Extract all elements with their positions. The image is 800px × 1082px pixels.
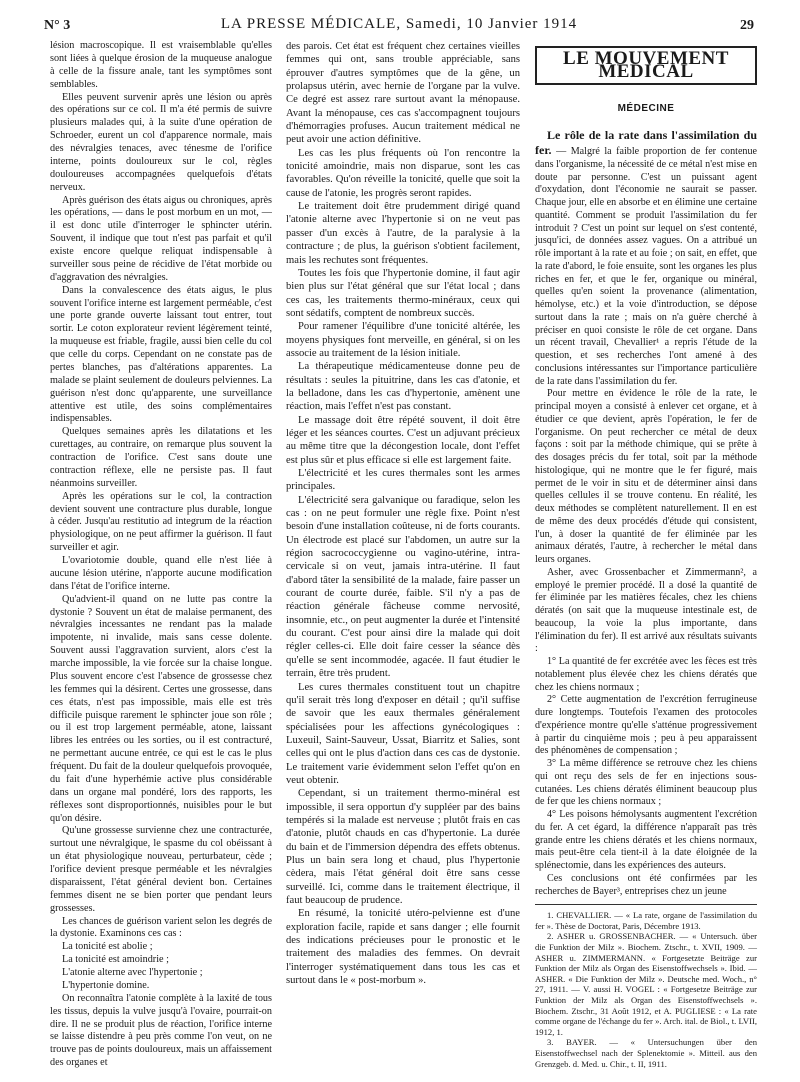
paragraph: des parois. Cet état est fréquent chez certaines vieilles femmes qui ont, sans trouble appréciable, sans éprouver d'autres symptômes que de la gêne, un prolapsus utérin, avec hernie de l'organe par la vulve. Ce degré est assez rare surtout avant la ménopause. Avant la ménopause, ces cas s'accompagnent toujours d'hémorragies profuses. Aucun traitement médical ne peut avoir une action définitive. bbox=[286, 41, 520, 146]
list-item: 2° Cette augmentation de l'excrétion ferrugineuse dure longtemps. Toutefois l'examen des protocoles d'expérience montre qu'elle s'atténue progressivement à partir du cinquième mois ; peu à peu apparaissent des phénomènes de compensation ; bbox=[535, 694, 757, 757]
footnote: 2. ASHER u. GROSSENBACHER. — « Untersuch. über die Funktion der Milz ». Biochem. Ztschr., t. XVII, 1909. — ASHER u. ZIMMERMANN. « Fortgesetzte Beiträge zur Funktion der Milz als Organ des Eisenstoffwechsels ». Ibid. — ASHER. « Die Funktion der Milz ». Deutsche med. Woch., n° 27, 1911. — V. aussi H. VOGEL : « Fortgesetze Beiträge zur Funktion der Milz als Organ des Eisenstoffwechsels ». Biochem. Ztschr., 31 Août 1912, et A. PUGLIESE : « La rate comme organe de l'échange du fer ». Arch. ital. de Biol., t. LVII, 1912, 1. bbox=[535, 931, 757, 1037]
footnote-divider bbox=[535, 904, 757, 905]
page-number: 29 bbox=[740, 18, 754, 33]
paragraph: Le traitement doit être prudemment dirigé quand l'atonie alterne avec l'hypertonie si on ne veut pas passer d'un excès à l'autre, de la paralysie à la contracture ; de plus, la guérison s'obtient facilement, mais les rechutes sont fréquentes. bbox=[286, 201, 520, 266]
column-right bbox=[535, 40, 757, 1069]
paragraph: L'électricité sera galvanique ou faradique, selon les cas : on ne peut formuler une règle fixe. Point n'est besoin d'une installation coûteuse, ni de forts courants. Un électrode est placé sur l'abdomen, un autre sur la région sacrococcygienne ou vagino-utérine, intra-cervicale si on veut, jamais intra-utérine. Il faut d'abord tâter la sensibilité de la malade, faire passer un courant de courte durée, faible. S'il n'y a pas de réaction générale fâcheuse comme nervosité, insomnie, etc., on peut augmenter la durée et l'intensité du courant. C'est pour ainsi dire la malade qui doit régler celles-ci. Elle doit faire cesser la séance dès qu'elle se sent incommodée, agacée. Il faut étudier le terrain, être très prudent. bbox=[286, 494, 520, 680]
list-item: 3° La même différence se retrouve chez les chiens qui ont reçu des sels de fer en injections sous-cutanées. Les chiens dératés éliminent beaucoup plus de fer que les chiens normaux ; bbox=[535, 758, 757, 808]
paragraph: Elles peuvent survenir après une lésion ou après des opérations sur ce col. Il m'a été permis de suivre plusieurs malades qui, à la suite d'une opération de Schroeder, eurent un col d'apparence normale, mais des névralgies tenaces, avec ténesme de l'orifice interne, points douloureux sur le col, règles douloureuses accompagnées quelquefois d'états nerveux. bbox=[50, 91, 272, 193]
paragraph: Quelques semaines après les dilatations et les curettages, au contraire, on remarque plus souvent la contraction de l'orifice. C'est sans doute une contraction réflexe, elle ne persiste pas. Il faut néanmoins surveiller. bbox=[50, 426, 272, 489]
issue-number: N° 3 bbox=[44, 18, 71, 33]
article-title: Le rôle de la rate dans l'assimilation du fer. bbox=[535, 128, 757, 157]
paragraph: lésion macroscopique. Il est vraisemblable qu'elles sont liées à quelque érosion de la muqueuse analogue à celle de la fissure anale, tant les symptômes sont semblables. bbox=[50, 40, 272, 90]
paragraph: Ces conclusions ont été confirmées par les recherches de Bayer³, entreprises chez un jeune bbox=[535, 872, 757, 897]
paragraph: Les cures thermales constituent tout un chapitre qu'il serait très long d'exposer en détail ; qu'il suffise de savoir que les eaux thermales généralement spécialisées pour les affections gynécologiques : Luxeuil, Saint-Sauveur, Ussat, Biarritz et Salies, sont celles qui ont le plus d'action dans ces cas de dystonie. Le traitement varie évidemment selon l'effet qu'on en veut obtenir. bbox=[286, 681, 520, 786]
footnote: 3. BAYER. — « Untersuchungen über den Eisenstoffwechsel nach der Splenektomie ». Mitteil. aus den Grenzgeb. d. Med. u. Chir., t. II, 1911. bbox=[535, 1037, 757, 1069]
list-item: 1° La quantité de fer excrétée avec les fèces est très notablement plus élevée chez les chiens dératés que chez les chiens normaux ; bbox=[535, 656, 757, 693]
paragraph: Qu'une grossesse survienne chez une contracturée, surtout une névralgique, le spasme du col obéissant à un état physiologique nouveau, perturbateur, cède ; l'orifice devient presque perméable et les névralgies disparaissent, l'état général devient bon. Certaines femmes disent ne se bien porter que pendant leurs grossesses. bbox=[50, 825, 272, 914]
paragraph: En résumé, la tonicité utéro-pelvienne est d'une exploration facile, rapide et sans danger ; elle fournit des indications précieuses pour le pronostic et le traitement des maladies des femmes. On devrait l'interroger systématiquement dans tous les cas et surtout dans le « post-morbum ». bbox=[286, 908, 520, 987]
list-item: La tonicité est amoindrie ; bbox=[62, 954, 169, 966]
column-left bbox=[50, 40, 272, 1070]
article-lead: — Malgré la faible proportion de fer contenue dans l'organisme, la nécessité de ce métal n'est mise en doute par personne. C'est un puissant agent d'oxydation, dont l'économie ne saurait se passer. Chaque jour, elle en absorbe et en élimine une certaine quantité. Comment se produit l'assimilation du fer introduit ? C'est un point sur lequel on s'est contenté, jusqu'ici, de données assez vagues. On a attribué un rôle important à la rate et au foie ; on sait, en effet, que la rate d'abord, le foie ensuite, sont les organes les plus riches en fer, et que le fer, organique ou minéral, quelles qu'en soient la provenance (alimentation, hémolyse, etc.) et la voie d'introduction, se dépose surtout dans la rate ; mais on n'a guère cherché à préciser en quoi consiste le rôle de cet organe. Dans un récent travail, Chevallier¹ a repris l'étude de la question, et ses recherches l'ont amené à des conclusions intéressantes sur l'importance particulière de la rate dans l'assimilation du fer. bbox=[535, 146, 757, 387]
section-banner: LE MOUVEMENT MÉDICAL bbox=[535, 46, 757, 85]
list-item: 4° Les poisons hémolysants augmentent l'excrétion du fer. A cet égard, la différence n'apparaît pas très grande entre les chiens dératés et les chiens normaux, mais peut-être cela tient-il à la date éloignée de la splénectomie, dans les expériences des auteurs. bbox=[535, 809, 757, 871]
journal-title: LA PRESSE MÉDICALE, Samedi, 10 Janvier 1914 bbox=[220, 16, 578, 32]
paragraph: Dans la convalescence des états aigus, le plus souvent l'orifice interne est largement perméable, c'est une porte grande ouverte laissant tout entrer, tout sortir. Le coton explorateur revient légèrement teinté, la muqueuse est friable, fragile, aussi bien celle du col que celle du corps. Cependant on ne constate pas de pertes blanches, pas d'altérations apparentes. La malade se plaint seulement de douleurs pelviennes. La guérison n'est donc qu'apparente, une surveillance attentive est utile, des soins complémentaires indispensables. bbox=[50, 284, 272, 425]
paragraph: Pour ramener l'équilibre d'une tonicité altérée, les moyens physiques font merveille, en général, si on les associe au traitement de la lésion initiale. bbox=[286, 321, 520, 359]
paragraph: Qu'advient-il quand on ne lutte pas contre la dystonie ? Souvent un état de malaise permanent, des névralgies incessantes ne rendant pas la malade impotente, ni invalide, mais sans cesse dolente. Souvent aussi l'aggravation survient, alors c'est la marche impossible, la vie forcée sur la chaise longue. Plus souvent encore c'est l'absence de grossesse chez les femmes qui la désirent. Certes une grossesse, dans ces états, n'est pas impossible, mais elle est très difficile puisque rarement le sphincter joue son rôle ; ou il est trop largement perméable, atone, laissant libres les entrées ou les sorties, ou il est contracturé, ne permettant aucune entrée, ce qui est le cas le plus fréquent. Du fait de la douleur quelquefois provoquée, du fait d'une hyperhémie active plus considérable dans un organe mal pondéré, lors des rapports, les réflexes sont disproportionnés, nuisibles pour le but qu'on désire. bbox=[50, 593, 272, 824]
list-item: L'atonie alterne avec l'hypertonie ; bbox=[62, 967, 203, 978]
paragraph: On reconnaîtra l'atonie complète à la laxité de tous les tissus, depuis la vulve jusqu'à l'ovaire, pourrait-on dire. Il ne se produit plus de réaction, l'orifice interne se laisse distendre à peu près comme l'on veut, on ne trouve pas de points douloureux, mais un affaissement des organes et bbox=[50, 992, 272, 1069]
paragraph: Pour mettre en évidence le rôle de la rate, le principal moyen a consisté à enlever cet organe, et à étudier ce que devient, après l'opération, le fer de l'organisme. On peut rechercher ce métal de deux façons : soit par la méthode chimique, qui se prête à des dosages précis du fer total, soit par la méthode histologique, qui ne montre que le fer figuré, mais permet de le voir in situ et de déterminer ainsi dans quelles cellules il se trouve contenu. En réalité, les deux méthodes se complètent naturellement. Il en est de même des deux procédés d'étude qui consistent, l'un, à doser la quantité de fer éliminée par les animaux dératés, l'autre, à rechercher le métal dans leurs organes. bbox=[535, 388, 757, 565]
running-header bbox=[44, 14, 754, 36]
paragraph: L'électricité et les cures thermales sont les armes principales. bbox=[286, 468, 520, 493]
paragraph: L'ovariotomie double, quand elle n'est liée à aucune lésion utérine, n'apporte aucune modification dans l'état de l'orifice interne. bbox=[50, 555, 272, 592]
paragraph: La thérapeutique médicamenteuse donne peu de résultats : seules la pituitrine, dans les cas d'atonie, et la belladone, dans les cas d'hypertonie, amènent une réaction, mais l'effet n'est pas constant. bbox=[286, 361, 520, 413]
list-item: L'hypertonie domine. bbox=[62, 979, 150, 991]
paragraph: Après les opérations sur le col, la contraction devient souvent une contracture plus durable, longue à céder. Jusqu'au restitutio ad integrum de la réaction physiologique, on ne peut affirmer la guérison. Il faut surveiller et agir. bbox=[50, 490, 272, 554]
section-subheading: MÉDECINE bbox=[617, 102, 675, 114]
paragraph: Cependant, si un traitement thermo-minéral est impossible, il sera opportun d'y suppléer par des bains tempérés si la malade est nerveuse ; plutôt frais en cas d'atonie, plutôt chauds en cas d'hypertonie. La durée du bain et de l'immersion dépendra des effets obtenus. Plus un bain sera long et chaud, plus l'hypertonie cèdera, mais l'état général doit être sans cesse surveillé. Ici, comme dans le traitement électrique, il faut beaucoup de prudence. bbox=[286, 788, 520, 906]
paragraph: Toutes les fois que l'hypertonie domine, il faut agir bien plus sur l'état général que sur l'état local ; dans ces cas, les traitements thermo-minéraux, ceux qui sont sédatifs, comptent de nombreux succès. bbox=[286, 267, 520, 319]
paragraph: Après guérison des états aigus ou chroniques, après les opérations, — dans le post morbum en un mot, — il est donc utile d'interroger le sphincter utérin. Souvent, il indique que tout n'est pas parfait et qu'il existe encore quelque reliquat indispensable à surveiller sous peine de récidive de l'état morbide ou d'aggravation des névralgies. bbox=[50, 194, 272, 283]
footnote: 1. CHEVALLIER. — « La rate, organe de l'assimilation du fer ». Thèse de Doctorat, Paris, Décembre 1913. bbox=[535, 910, 757, 931]
column-middle bbox=[286, 40, 520, 987]
list-item: La tonicité est abolie ; bbox=[62, 941, 153, 953]
paragraph: Les cas les plus fréquents où l'on rencontre la tonicité amoindrie, mais non disparue, sont les cas favorables. Qu'on réveille la tonicité, quelle que soit la cause de l'atonie, les progrès seront rapides. bbox=[286, 147, 520, 199]
paragraph: Les chances de guérison varient selon les degrés de la dystonie. Examinons ces cas : bbox=[50, 915, 272, 940]
paragraph: Asher, avec Grossenbacher et Zimmermann², a employé le premier procédé. Il a dosé la quantité de fer éliminée par les matières fécales, chez les chiens dératés (on sait que la muqueuse intestinale est, de beaucoup, la voie la plus importante, dans l'élimination du fer). Il est arrivé aux résultats suivants : bbox=[535, 566, 757, 655]
paragraph: Le massage doit être répété souvent, il doit être léger et les séances courtes. C'est un adjuvant précieux au même titre que la décongestion locale, dont l'effet est plus sûr et plus efficace si elle est largement faite. bbox=[286, 414, 520, 466]
